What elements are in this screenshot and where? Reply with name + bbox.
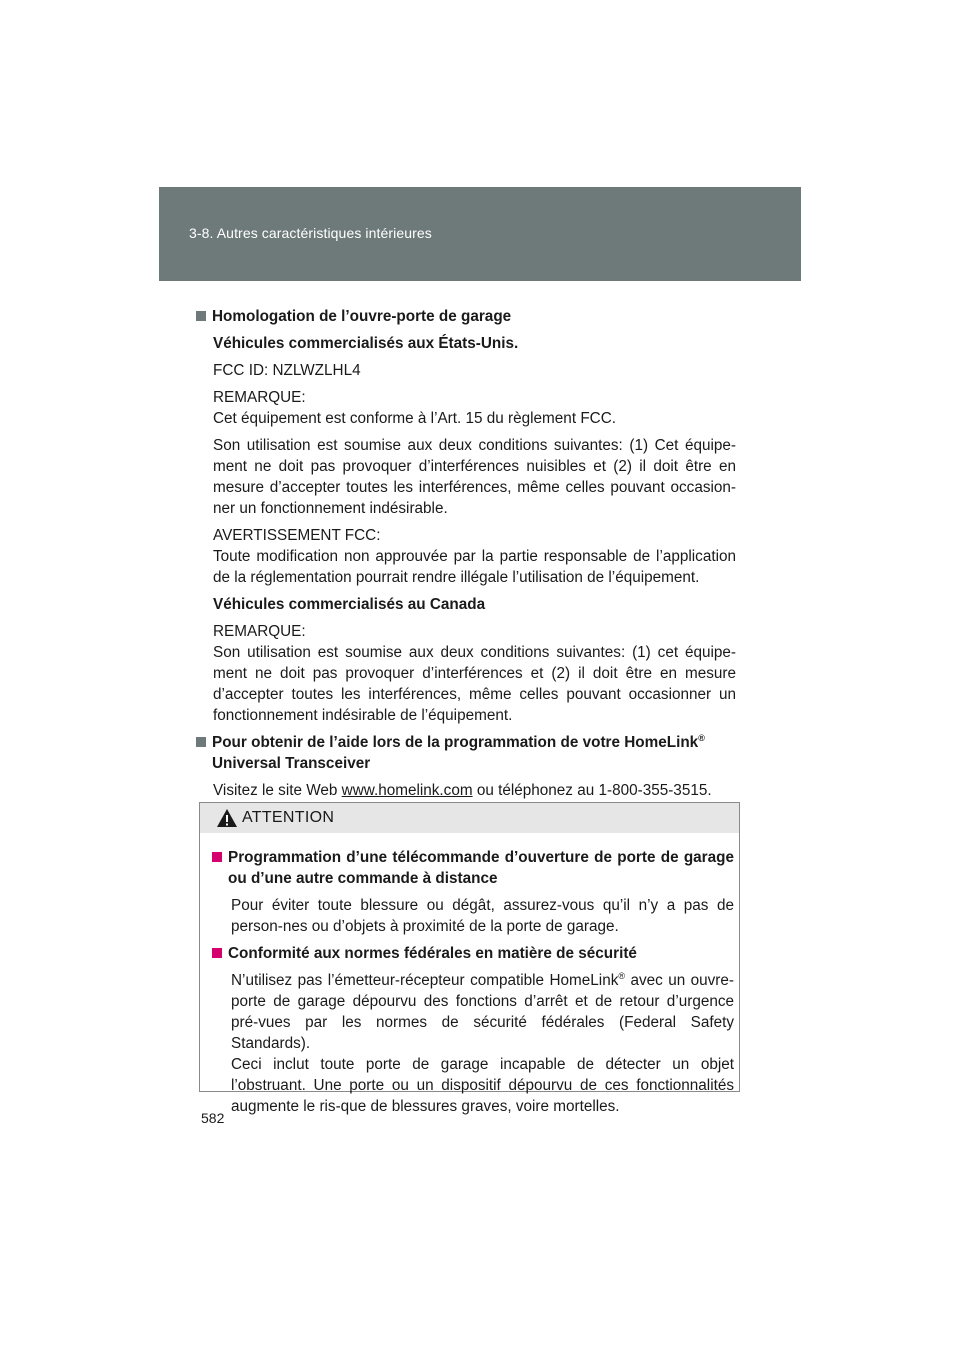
section-title: 3-8. Autres caractéristiques intérieures <box>189 225 432 241</box>
paragraph: AVERTISSEMENT FCC: Toute modification non approuvée par la partie responsable de l’application de la réglementation pourrait rendre illégale l’utilisation de l’équipement. <box>213 527 736 586</box>
paragraph: Véhicules commercialisés au Canada <box>213 596 486 613</box>
homelink-link[interactable]: www.homelink.com <box>341 782 473 799</box>
attention-item-heading: Conformité aux normes fédérales en matière de sécurité <box>212 943 734 964</box>
paragraph: REMARQUE: Cet équipement est conforme à l’Art. 15 du règlement FCC. <box>213 389 617 427</box>
main-content <box>196 306 736 807</box>
attention-title: ATTENTION <box>242 809 335 826</box>
section-header-bar <box>159 187 801 281</box>
section-heading: Homologation de l’ouvre-porte de garage <box>196 306 736 327</box>
paragraph: FCC ID: NZLWZLHL4 <box>213 362 361 379</box>
square-bullet-icon <box>212 852 222 862</box>
attention-item-heading: Programmation d’une télécommande d’ouverture de porte de garage ou d’une autre commande à distance <box>212 847 734 889</box>
attention-header <box>200 803 739 833</box>
square-bullet-icon <box>196 737 206 747</box>
square-bullet-icon <box>212 948 222 958</box>
paragraph: Visitez le site Web www.homelink.com ou téléphonez au 1-800-355-3515. <box>213 782 712 799</box>
page-number: 582 <box>201 1110 225 1126</box>
attention-body <box>212 847 734 1123</box>
attention-box <box>199 802 740 1115</box>
paragraph: N’utilisez pas l’émetteur-récepteur compatible HomeLink® avec un ouvre-porte de garage dépourvu des fonctions d’arrêt et de retour d’urgence pré-vues par les normes de sécurité fédérales (Federal Safety Standards). Ceci inclut toute porte de garage incapable de détecter un objet l’obstruant. Une porte ou un dispositif dépourvu de ces fonctionnalités augmente le ris-que de blessures graves, voire mortelles. <box>231 970 735 1115</box>
paragraph: Pour éviter toute blessure ou dégât, assurez-vous qu’il n’y a pas de person-nes ou d’objets à proximité de la porte de garage. <box>231 897 734 935</box>
paragraph: Véhicules commercialisés aux États-Unis. <box>213 335 519 352</box>
paragraph: REMARQUE: Son utilisation est soumise aux deux conditions suivantes: (1) cet équipe-ment ne doit pas provoquer d’interférences et (2) il doit être en mesure d’accepter toutes les interférences, même celles pouvant occasionner un fonctionnement indésirable de l’équipement. <box>213 623 736 724</box>
section-heading: Pour obtenir de l’aide lors de la programmation de votre HomeLink® Universal Transceiver <box>196 732 736 774</box>
paragraph: Son utilisation est soumise aux deux conditions suivantes: (1) Cet équipe-ment ne doit pas provoquer d’interférences nuisibles et (2) il doit être en mesure d’accepter toutes les interférences, même celles pouvant occasion-ner un fonctionnement indésirable. <box>213 437 736 517</box>
warning-triangle-icon <box>216 808 238 828</box>
square-bullet-icon <box>196 311 206 321</box>
